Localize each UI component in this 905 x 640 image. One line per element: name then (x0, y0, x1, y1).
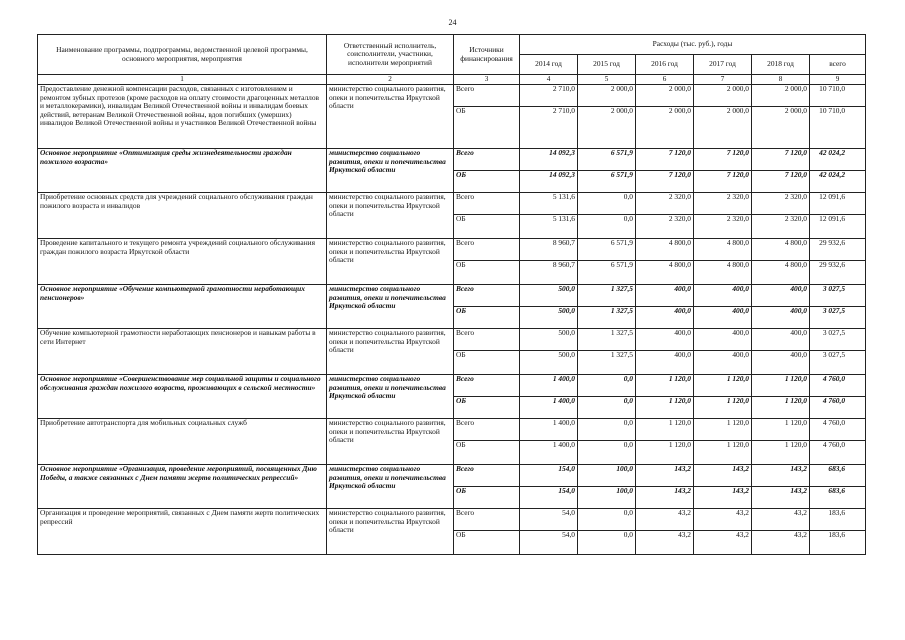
funding-source: ОБ (454, 307, 520, 329)
funding-source: ОБ (454, 531, 520, 555)
amount-year: 500,0 (520, 351, 578, 375)
activity-name: Основное мероприятие «Организация, проведение мероприятий, посвященных Дню Победы, а также связанных с Днем памяти жертв политических репрессий» (38, 465, 327, 509)
amount-year: 1 327,5 (578, 307, 636, 329)
amount-year: 7 120,0 (694, 171, 752, 193)
header-total: всего (810, 55, 866, 75)
activity-name: Основное мероприятие «Оптимизация среды жизнедеятельности граждан пожилого возраста» (38, 149, 327, 193)
amount-total: 4 760,0 (810, 375, 866, 397)
amount-year: 1 327,5 (578, 351, 636, 375)
amount-year: 43,2 (752, 531, 810, 555)
amount-year: 43,2 (694, 531, 752, 555)
amount-year: 1 120,0 (694, 375, 752, 397)
amount-total: 12 091,6 (810, 193, 866, 215)
amount-year: 4 800,0 (636, 239, 694, 261)
amount-year: 400,0 (694, 285, 752, 307)
amount-total: 10 710,0 (810, 85, 866, 107)
funding-source: Всего (454, 329, 520, 351)
funding-source: Всего (454, 285, 520, 307)
amount-total: 10 710,0 (810, 107, 866, 149)
amount-year: 1 120,0 (636, 419, 694, 441)
amount-year: 1 120,0 (752, 419, 810, 441)
funding-source: Всего (454, 375, 520, 397)
amount-year: 400,0 (694, 307, 752, 329)
amount-year: 1 120,0 (636, 375, 694, 397)
amount-year: 1 120,0 (752, 375, 810, 397)
amount-year: 400,0 (636, 329, 694, 351)
amount-year: 4 800,0 (752, 261, 810, 285)
amount-year: 400,0 (752, 307, 810, 329)
amount-total: 29 932,6 (810, 239, 866, 261)
amount-year: 1 120,0 (752, 441, 810, 465)
amount-year: 43,2 (636, 531, 694, 555)
amount-year: 1 120,0 (694, 441, 752, 465)
amount-year: 500,0 (520, 307, 578, 329)
table-row (38, 239, 866, 261)
funding-source: Всего (454, 85, 520, 107)
activity-name: Приобретение автотранспорта для мобильных социальных служб (38, 419, 327, 465)
activity-name: Организация и проведение мероприятий, связанных с Днем памяти жертв политических репрессий (38, 509, 327, 555)
funding-source: Всего (454, 419, 520, 441)
amount-year: 0,0 (578, 441, 636, 465)
page-number: 24 (448, 18, 457, 27)
funding-source: Всего (454, 149, 520, 171)
activity-name: Приобретение основных средств для учреждений социального обслуживания граждан пожилого возраста и инвалидов (38, 193, 327, 239)
amount-year: 7 120,0 (752, 171, 810, 193)
funding-source: ОБ (454, 351, 520, 375)
responsible-executor: министерство социального развития, опеки и попечительства Иркутской области (327, 329, 454, 375)
funding-source: ОБ (454, 171, 520, 193)
amount-year: 0,0 (578, 397, 636, 419)
amount-year: 54,0 (520, 509, 578, 531)
column-number: 2 (327, 75, 454, 85)
responsible-executor: министерство социального развития, опеки и попечительства Иркутской области (327, 285, 454, 329)
amount-year: 2 320,0 (636, 215, 694, 239)
amount-year: 6 571,9 (578, 171, 636, 193)
amount-year: 6 571,9 (578, 149, 636, 171)
amount-year: 0,0 (578, 193, 636, 215)
amount-year: 1 120,0 (694, 397, 752, 419)
amount-year: 2 000,0 (694, 85, 752, 107)
responsible-executor: министерство социального развития, опеки и попечительства Иркутской области (327, 85, 454, 149)
activity-name: Проведение капитального и текущего ремонта учреждений социального обслуживания граждан пожилого возраста Иркутской области (38, 239, 327, 285)
header-year: 2014 год (520, 55, 578, 75)
amount-year: 154,0 (520, 465, 578, 487)
amount-year: 4 800,0 (636, 261, 694, 285)
amount-year: 400,0 (752, 351, 810, 375)
responsible-executor: министерство социального развития, опеки и попечительства Иркутской области (327, 239, 454, 285)
amount-total: 42 024,2 (810, 149, 866, 171)
funding-source: Всего (454, 239, 520, 261)
amount-total: 3 027,5 (810, 285, 866, 307)
amount-year: 143,2 (752, 487, 810, 509)
amount-year: 1 120,0 (636, 397, 694, 419)
amount-total: 683,6 (810, 487, 866, 509)
amount-year: 43,2 (636, 509, 694, 531)
amount-total: 183,6 (810, 509, 866, 531)
amount-year: 1 327,5 (578, 329, 636, 351)
amount-year: 2 710,0 (520, 85, 578, 107)
table-row (38, 419, 866, 441)
amount-total: 3 027,5 (810, 329, 866, 351)
funding-source: Всего (454, 465, 520, 487)
amount-year: 8 960,7 (520, 239, 578, 261)
amount-total: 42 024,2 (810, 171, 866, 193)
funding-source: ОБ (454, 261, 520, 285)
amount-year: 2 320,0 (636, 193, 694, 215)
amount-year: 400,0 (636, 285, 694, 307)
table-body (38, 85, 866, 555)
table-row (38, 465, 866, 487)
responsible-executor: министерство социального развития, опеки и попечительства Иркутской области (327, 193, 454, 239)
amount-year: 0,0 (578, 531, 636, 555)
column-number: 7 (694, 75, 752, 85)
amount-year: 143,2 (636, 487, 694, 509)
amount-year: 2 000,0 (752, 85, 810, 107)
responsible-executor: министерство социального развития, опеки и попечительства Иркутской области (327, 509, 454, 555)
column-number: 6 (636, 75, 694, 85)
responsible-executor: министерство социального развития, опеки и попечительства Иркутской области (327, 149, 454, 193)
table-row (38, 149, 866, 171)
amount-year: 400,0 (694, 329, 752, 351)
amount-year: 1 400,0 (520, 419, 578, 441)
amount-year: 143,2 (694, 487, 752, 509)
amount-year: 2 710,0 (520, 107, 578, 149)
funding-source: Всего (454, 509, 520, 531)
amount-year: 0,0 (578, 419, 636, 441)
table-row (38, 375, 866, 397)
amount-year: 1 120,0 (694, 419, 752, 441)
amount-year: 400,0 (636, 307, 694, 329)
amount-year: 4 800,0 (694, 261, 752, 285)
column-number: 9 (810, 75, 866, 85)
amount-year: 2 000,0 (752, 107, 810, 149)
amount-year: 400,0 (694, 351, 752, 375)
column-number: 4 (520, 75, 578, 85)
column-number: 8 (752, 75, 810, 85)
amount-year: 5 131,6 (520, 193, 578, 215)
funding-source: ОБ (454, 397, 520, 419)
funding-source: Всего (454, 193, 520, 215)
amount-year: 2 000,0 (694, 107, 752, 149)
activity-name: Предоставление денежной компенсации расходов, связанных с изготовлением и ремонтом зубных протезов (кроме расходов на оплату стоимости драгоценных металлов и металлокерамики), инвалидам Великой Отечественной войны и инвалидам боевых действий, ветеранам Великой Отечественной войны, вдов погибших (умерших) инвалидов Великой Отечественной войны и участников Великой Отечественной войны (38, 85, 327, 149)
funding-source: ОБ (454, 441, 520, 465)
amount-total: 4 760,0 (810, 419, 866, 441)
amount-year: 143,2 (694, 465, 752, 487)
amount-year: 100,0 (578, 465, 636, 487)
amount-year: 7 120,0 (636, 171, 694, 193)
amount-year: 2 000,0 (636, 107, 694, 149)
header-responsible: Ответственный исполнитель, соисполнители, участники, исполнители мероприятий (327, 35, 454, 75)
amount-year: 1 400,0 (520, 375, 578, 397)
amount-total: 3 027,5 (810, 351, 866, 375)
amount-year: 14 092,3 (520, 149, 578, 171)
amount-year: 2 000,0 (636, 85, 694, 107)
table-row (38, 285, 866, 307)
amount-year: 500,0 (520, 329, 578, 351)
amount-total: 3 027,5 (810, 307, 866, 329)
amount-year: 6 571,9 (578, 239, 636, 261)
amount-total: 183,6 (810, 531, 866, 555)
column-number: 1 (38, 75, 327, 85)
column-number: 3 (454, 75, 520, 85)
amount-year: 0,0 (578, 215, 636, 239)
amount-year: 100,0 (578, 487, 636, 509)
amount-year: 6 571,9 (578, 261, 636, 285)
amount-year: 43,2 (694, 509, 752, 531)
amount-year: 2 000,0 (578, 107, 636, 149)
table-row (38, 509, 866, 531)
amount-total: 4 760,0 (810, 397, 866, 419)
amount-year: 7 120,0 (694, 149, 752, 171)
table-row (38, 329, 866, 351)
amount-total: 4 760,0 (810, 441, 866, 465)
table-row (38, 193, 866, 215)
amount-year: 8 960,7 (520, 261, 578, 285)
amount-year: 143,2 (752, 465, 810, 487)
activity-name: Основное мероприятие «Совершенствование мер социальной защиты и социального обслуживания граждан пожилого возраста, проживающих в сельской местности» (38, 375, 327, 419)
funding-source: ОБ (454, 487, 520, 509)
header-year: 2017 год (694, 55, 752, 75)
amount-year: 500,0 (520, 285, 578, 307)
responsible-executor: министерство социального развития, опеки и попечительства Иркутской области (327, 375, 454, 419)
amount-total: 12 091,6 (810, 215, 866, 239)
amount-year: 14 092,3 (520, 171, 578, 193)
amount-year: 43,2 (752, 509, 810, 531)
amount-year: 1 400,0 (520, 441, 578, 465)
activity-name: Основное мероприятие «Обучение компьютерной грамотности неработающих пенсионеров» (38, 285, 327, 329)
activity-name: Обучение компьютерной грамотности неработающих пенсионеров и навыкам работы в сети Интернет (38, 329, 327, 375)
amount-year: 54,0 (520, 531, 578, 555)
amount-year: 2 320,0 (694, 215, 752, 239)
amount-year: 2 320,0 (752, 193, 810, 215)
amount-year: 1 120,0 (752, 397, 810, 419)
amount-year: 7 120,0 (636, 149, 694, 171)
amount-year: 4 800,0 (752, 239, 810, 261)
amount-year: 1 327,5 (578, 285, 636, 307)
header-source: Источники финансирования (454, 35, 520, 75)
header-expenses: Расходы (тыс. руб.), годы (520, 35, 866, 55)
amount-year: 143,2 (636, 465, 694, 487)
header-year: 2016 год (636, 55, 694, 75)
funding-source: ОБ (454, 107, 520, 149)
responsible-executor: министерство социального развития, опеки и попечительства Иркутской области (327, 465, 454, 509)
funding-source: ОБ (454, 215, 520, 239)
header-year: 2015 год (578, 55, 636, 75)
amount-year: 2 320,0 (752, 215, 810, 239)
amount-year: 4 800,0 (694, 239, 752, 261)
amount-total: 683,6 (810, 465, 866, 487)
header-name: Наименование программы, подпрограммы, ведомственной целевой программы, основного мероприятия, мероприятия (38, 35, 327, 75)
amount-year: 2 000,0 (578, 85, 636, 107)
responsible-executor: министерство социального развития, опеки и попечительства Иркутской области (327, 419, 454, 465)
column-number: 5 (578, 75, 636, 85)
amount-year: 7 120,0 (752, 149, 810, 171)
amount-year: 5 131,6 (520, 215, 578, 239)
amount-year: 400,0 (636, 351, 694, 375)
amount-year: 1 400,0 (520, 397, 578, 419)
amount-year: 400,0 (752, 329, 810, 351)
budget-table (37, 34, 866, 555)
amount-year: 154,0 (520, 487, 578, 509)
amount-year: 0,0 (578, 375, 636, 397)
header-year: 2018 год (752, 55, 810, 75)
amount-year: 400,0 (752, 285, 810, 307)
amount-year: 0,0 (578, 509, 636, 531)
amount-year: 1 120,0 (636, 441, 694, 465)
amount-total: 29 932,6 (810, 261, 866, 285)
table-row (38, 85, 866, 107)
amount-year: 2 320,0 (694, 193, 752, 215)
